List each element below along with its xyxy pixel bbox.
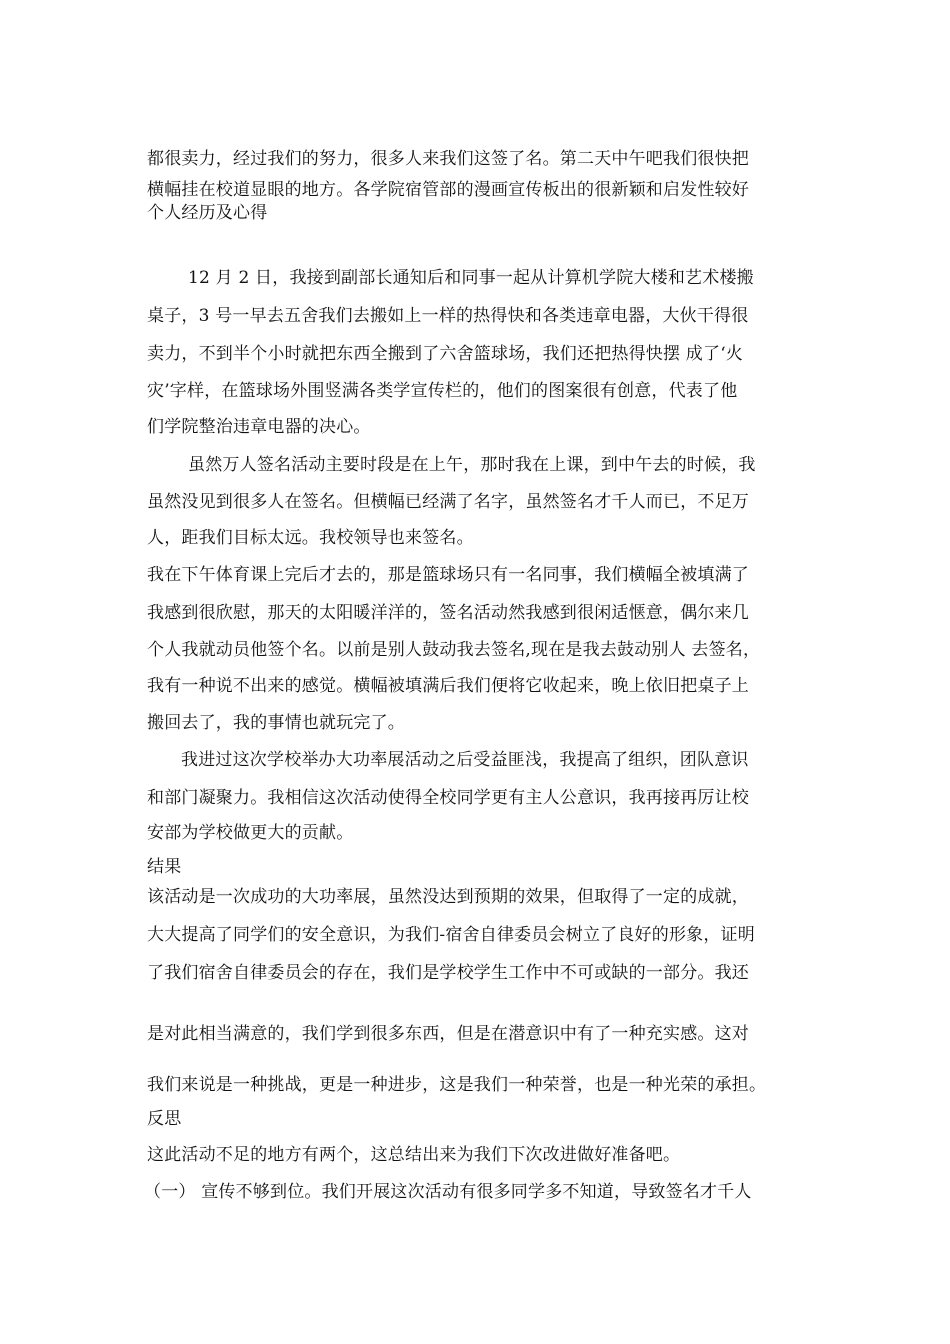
text-line: 和部门凝聚力。我相信这次活动使得全校同学更有主人公意识，我再接再厉让校 xyxy=(147,788,749,808)
text-line: 大大提高了同学们的安全意识，为我们-宿舍自律委员会树立了良好的形象，证明 xyxy=(147,925,755,945)
text-line: 安部为学校做更大的贡献。 xyxy=(147,823,354,843)
section-heading: 结果 xyxy=(147,857,182,877)
list-item: （一） 宣传不够到位。我们开展这次活动有很多同学多不知道，导致签名才千人 xyxy=(144,1182,752,1202)
text-line: 横幅挂在校道显眼的地方。各学院宿管部的漫画宣传板出的很新颖和启发性较好 xyxy=(147,180,749,200)
text-line: 们学院整治违章电器的决心。 xyxy=(147,417,371,437)
text-line: 都很卖力，经过我们的努力，很多人来我们这签了名。第二天中午吧我们很快把 xyxy=(147,149,749,169)
text-line: 虽然没见到很多人在签名。但横幅已经满了名字，虽然签名才千人而已，不足万 xyxy=(147,492,749,512)
text-line: 个人我就动员他签个名。以前是别人鼓动我去签名,现在是我去鼓动别人 去签名， xyxy=(147,640,761,660)
section-heading: 个人经历及心得 xyxy=(147,203,268,223)
text-line: 人，距我们目标太远。我校领导也来签名。 xyxy=(147,528,474,548)
text-line: 搬回去了，我的事情也就玩完了。 xyxy=(147,713,405,733)
text-line: 12 月 2 日，我接到副部长通知后和同事一起从计算机学院大楼和艺术楼搬 xyxy=(188,268,754,288)
text-line: 桌子，3 号一早去五舍我们去搬如上一样的热得快和各类违章电器，大伙干得很 xyxy=(147,306,749,326)
text-line: 该活动是一次成功的大功率展，虽然没达到预期的效果，但取得了一定的成就， xyxy=(147,887,749,907)
text-line: 灾’字样，在篮球场外围竖满各类学宣传栏的，他们的图案很有创意，代表了他 xyxy=(147,381,738,401)
text-line: 了我们宿舍自律委员会的存在，我们是学校学生工作中不可或缺的一部分。我还 xyxy=(147,963,749,983)
text-line: 卖力，不到半个小时就把东西全搬到了六舍篮球场，我们还把热得快摆 成了‘火 xyxy=(147,344,744,364)
text-line: 虽然万人签名活动主要时段是在上午，那时我在上课，到中午去的时候，我 xyxy=(188,455,756,475)
section-heading: 反思 xyxy=(147,1109,182,1129)
text-line: 我们来说是一种挑战，更是一种进步，这是我们一种荣誉，也是一种光荣的承担。 xyxy=(147,1075,767,1095)
text-line: 是对此相当满意的，我们学到很多东西，但是在潜意识中有了一种充实感。这对 xyxy=(147,1024,749,1044)
text-line: 这此活动不足的地方有两个，这总结出来为我们下次改进做好准备吧。 xyxy=(147,1145,681,1165)
text-line: 我在下午体育课上完后才去的，那是篮球场只有一名同事，我们横幅全被填满了 xyxy=(147,565,749,585)
text-line: 我有一种说不出来的感觉。横幅被填满后我们便将它收起来，晚上依旧把桌子上 xyxy=(147,676,749,696)
text-line: 我进过这次学校举办大功率展活动之后受益匪浅，我提高了组织，团队意识 xyxy=(181,750,749,770)
text-line: 我感到很欣慰，那天的太阳暖洋洋的，签名活动然我感到很闲适惬意，偶尔来几 xyxy=(147,603,749,623)
